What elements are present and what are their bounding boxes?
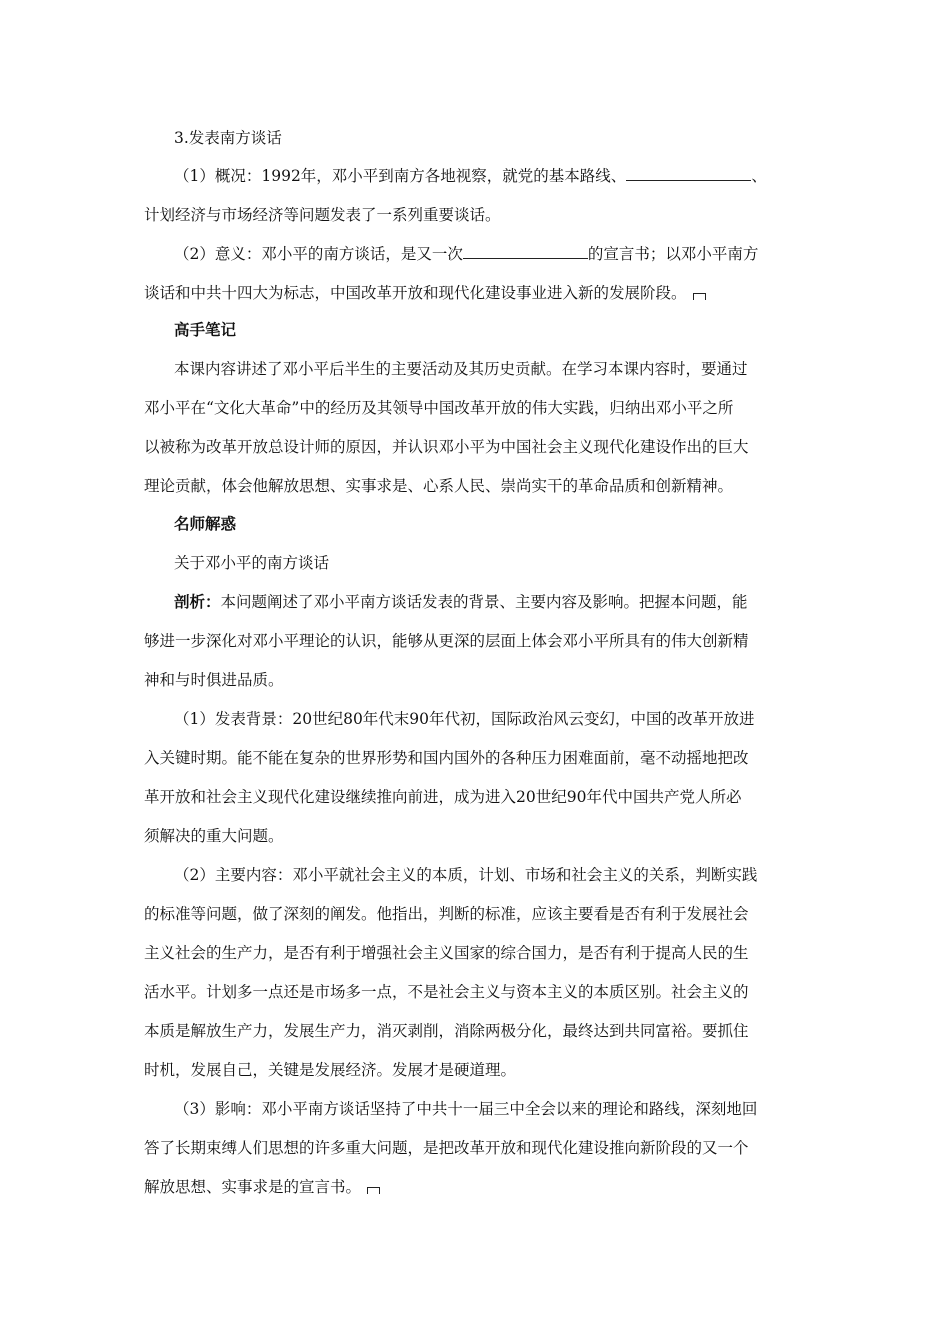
section3-p2-line2: [144, 282, 706, 304]
section3-p2-text-c: 谈话和中共十四大为标志，中国改革开放和现代化建设事业进入新的发展阶段。: [144, 284, 687, 302]
notes-line-3: 以被称为改革开放总设计师的原因，并认识邓小平为中国社会主义现代化建设作出的巨大: [144, 438, 749, 456]
notes-line-2: 邓小平在“文化大革命”中的经历及其领导中国改革开放的伟大实践，归纳出邓小平之所: [144, 399, 734, 417]
section3-p2-text: （2）意义：邓小平的南方谈话，是又一次: [174, 245, 463, 263]
section3-p1-text: （1）概况：1992年，邓小平到南方各地视察，就党的基本路线、: [174, 167, 627, 185]
content-line-5: 本质是解放生产力，发展生产力，消灭剥削，消除两极分化，最终达到共同富裕。要抓住: [144, 1022, 749, 1040]
content-line-4: 活水平。计划多一点还是市场多一点，不是社会主义与资本主义的本质区别。社会主义的: [144, 983, 749, 1001]
impact-line-2: 答了长期束缚人们思想的许多重大问题，是把改革开放和现代化建设推向新阶段的又一个: [144, 1139, 749, 1157]
background-line-3: 革开放和社会主义现代化建设继续推向前进，成为进入20世纪90年代中国共产党人所必: [144, 788, 742, 806]
notes-line-4: 理论贡献，体会他解放思想、实事求是、心系人民、崇尚实干的革命品质和创新精神。: [144, 477, 734, 495]
background-line-2: 入关键时期。能不能在复杂的世界形势和国内国外的各种压力困难面前，毫不动摇地把改: [144, 749, 749, 767]
analysis-text: 本问题阐述了邓小平南方谈话发表的背景、主要内容及影响。把握本问题，能: [220, 593, 748, 611]
analysis-label: 剖析：: [174, 592, 221, 611]
background-line-4: 须解决的重大问题。: [144, 827, 284, 845]
section3-p2-line1: [144, 243, 758, 265]
content-line-3: 主义社会的生产力，是否有利于增强社会主义国家的综合国力，是否有利于提高人民的生: [144, 944, 749, 962]
background-line-1: （1）发表背景：20世纪80年代末90年代初，国际政治风云变幻，中国的改革开放进: [174, 710, 755, 728]
analysis-line-1: [144, 591, 748, 613]
teacher-heading: 名师解惑: [174, 514, 237, 533]
notes-line-1: 本课内容讲述了邓小平后半生的主要活动及其历史贡献。在学习本课内容时，要通过: [174, 360, 748, 378]
notes-heading: 高手笔记: [174, 320, 237, 339]
content-line-2: 的标准等问题，做了深刻的阐发。他指出，判断的标准，应该主要看是否有利于发展社会: [144, 905, 749, 923]
analysis-line-2: 够进一步深化对邓小平理论的认识，能够从更深的层面上体会邓小平所具有的伟大创新精: [144, 632, 749, 650]
content-line-6: 时机，发展自己，关键是发展经济。发展才是硬道理。: [144, 1061, 517, 1079]
fill-blank-1[interactable]: [626, 166, 751, 181]
impact-line-1: （3）影响：邓小平南方谈话坚持了中共十一届三中全会以来的理论和路线，深刻地回: [174, 1100, 758, 1118]
return-mark-icon: [693, 293, 706, 300]
teacher-topic: 关于邓小平的南方谈话: [174, 554, 330, 572]
return-mark-icon: [367, 1187, 380, 1194]
impact-text-3: 解放思想、实事求是的宣言书。: [144, 1178, 362, 1196]
fill-blank-2[interactable]: [463, 244, 588, 259]
content-line-1: （2）主要内容：邓小平就社会主义的本质，计划、市场和社会主义的关系，判断实践: [174, 866, 758, 884]
section-heading-3: 3.发表南方谈话: [174, 129, 282, 147]
section3-p1-sep: 、: [751, 167, 767, 185]
section3-p2-text-b: 的宣言书；以邓小平南方: [587, 245, 759, 263]
analysis-line-3: 神和与时俱进品质。: [144, 671, 284, 689]
section3-p1-line2: 计划经济与市场经济等问题发表了一系列重要谈话。: [144, 206, 501, 224]
impact-line-3: [144, 1176, 380, 1198]
section3-p1-line1: [144, 165, 767, 187]
